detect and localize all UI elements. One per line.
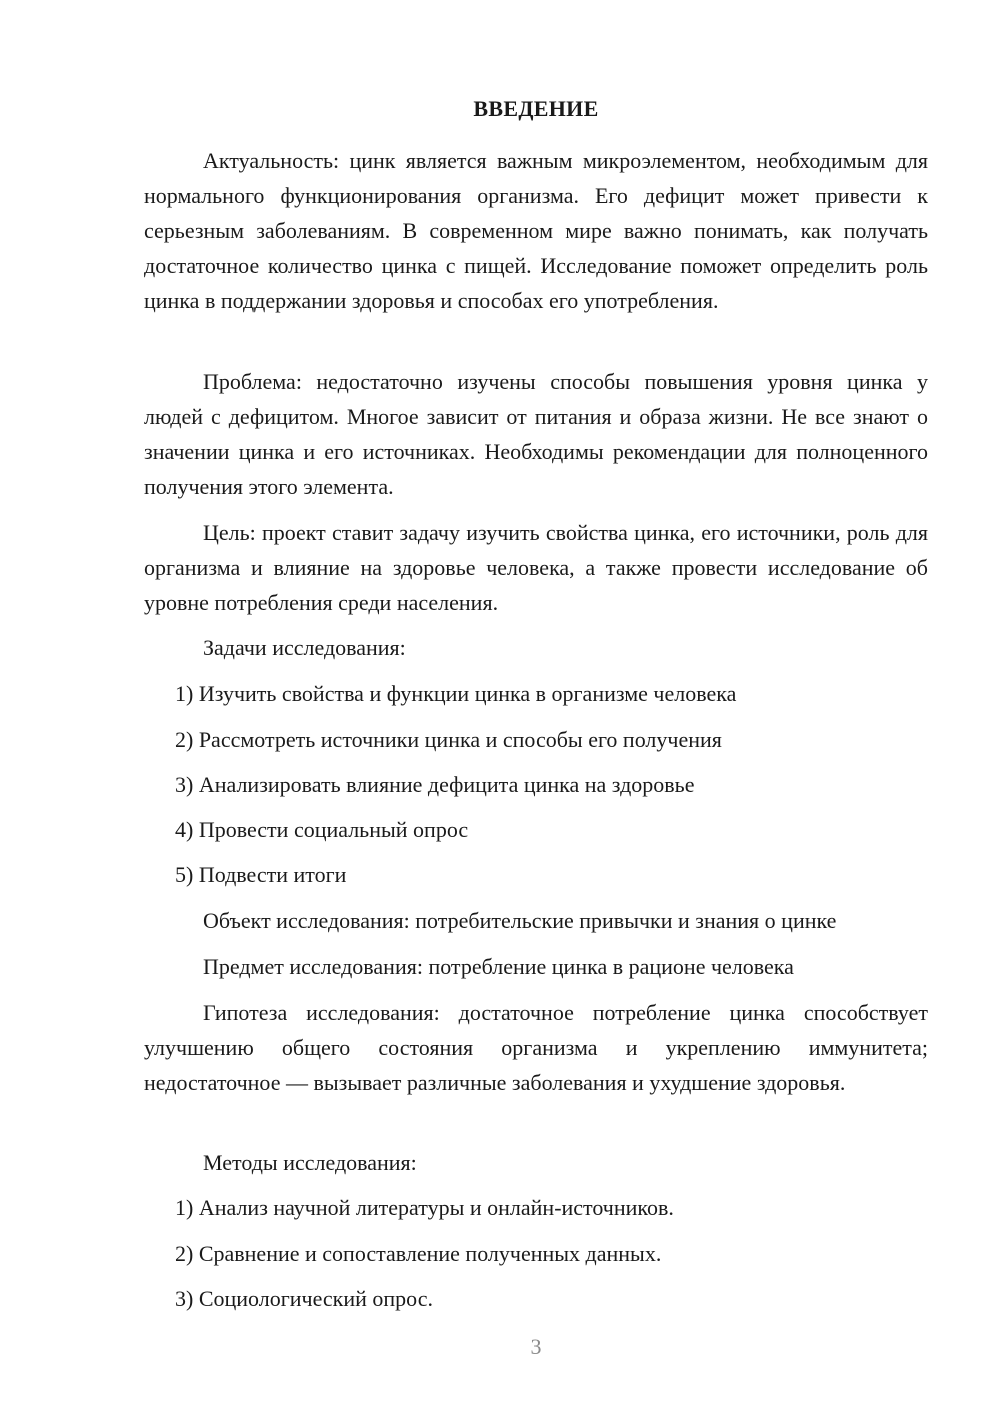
task-item-2: 2) Рассмотреть источники цинка и способы его получения <box>175 727 722 752</box>
goal-paragraph: Цель: проект ставит задачу изучить свойства цинка, его источники, роль для организма и влияние на здоровье человека, а также провести исследование об уровне потребления среди населения. <box>144 520 928 615</box>
task-item-5: 5) Подвести итоги <box>175 862 347 887</box>
task-item-3: 3) Анализировать влияние дефицита цинка на здоровье <box>175 772 695 797</box>
object-line: Объект исследования: потребительские привычки и знания о цинке <box>203 908 837 933</box>
method-item-2: 2) Сравнение и сопоставление полученных данных. <box>175 1241 662 1266</box>
task-item-1: 1) Изучить свойства и функции цинка в организме человека <box>175 681 737 706</box>
page-title: ВВЕДЕНИЕ <box>473 96 599 121</box>
hypothesis-paragraph: Гипотеза исследования: достаточное потребление цинка способствует улучшению общего состояния организма и укреплению иммунитета; недостаточное — вызывает различные заболевания и ухудшение здоровья. <box>144 1000 928 1095</box>
page-number: 3 <box>530 1334 542 1359</box>
relevance-paragraph: Актуальность: цинк является важным микроэлементом, необходимым для нормального функционирования организма. Его дефицит может привести к серьезным заболеваниям. В современном мире важно понимать, как получать достаточное количество цинка с пищей. Исследование поможет определить роль цинка в поддержании здоровья и способах его употребления. <box>144 148 928 313</box>
task-item-4: 4) Провести социальный опрос <box>175 817 469 842</box>
problem-paragraph: Проблема: недостаточно изучены способы повышения уровня цинка у людей с дефицитом. Многое зависит от питания и образа жизни. Не все знают о значении цинка и его источниках. Необходимы рекомендации для полноценного получения этого элемента. <box>144 369 928 499</box>
methods-title: Методы исследования: <box>203 1150 417 1175</box>
tasks-title: Задачи исследования: <box>203 635 406 660</box>
method-item-3: 3) Социологический опрос. <box>175 1286 433 1311</box>
method-item-1: 1) Анализ научной литературы и онлайн-источников. <box>175 1195 674 1220</box>
subject-line: Предмет исследования: потребление цинка в рационе человека <box>203 954 794 979</box>
